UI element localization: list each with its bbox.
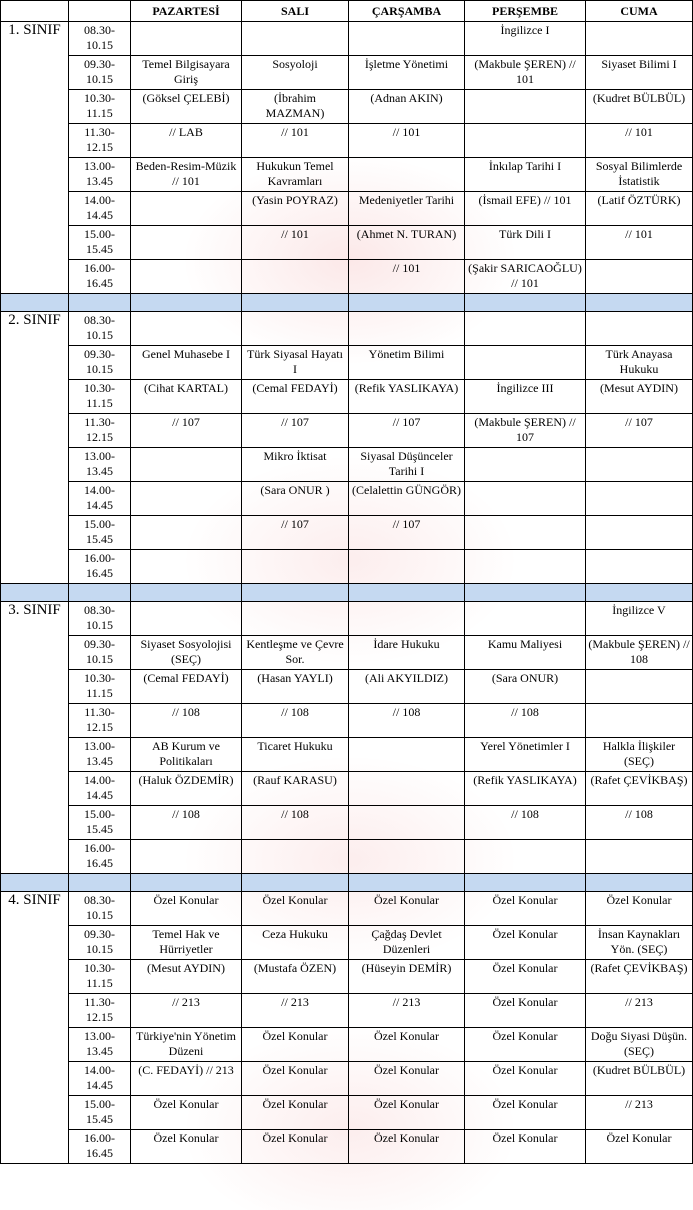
course-detail-cell: // 213 [586,1096,693,1130]
time-slot: 14.00- 14.45 [69,192,131,226]
course-detail-cell [349,738,465,772]
schedule-row [1,670,693,704]
course-detail-cell: // 107 [131,414,242,448]
day-header: PERŞEMBE [465,1,586,22]
course-detail-cell: (İsmail EFE) // 101 [465,192,586,226]
course-detail-cell [349,550,465,584]
course-detail-cell [131,516,242,550]
course-detail-cell [586,482,693,516]
course-detail-cell [465,516,586,550]
course-title-cell: Türk Siyasal Hayatı I [242,346,349,380]
course-detail-cell: (Ali AKYILDIZ) [349,670,465,704]
course-detail-cell: (Rafet ÇEVİKBAŞ) [586,960,693,994]
course-title-cell: Siyaset Bilimi I [586,56,693,90]
time-slot: 08.30- 10.15 [69,602,131,636]
separator-cell [242,294,349,312]
course-detail-cell [131,482,242,516]
course-detail-cell: (Haluk ÖZDEMİR) [131,772,242,806]
time-slot: 15.00- 15.45 [69,226,131,260]
course-detail-cell: (Mesut AYDIN) [131,960,242,994]
year-separator-row [1,294,693,312]
time-slot: 11.30- 12.15 [69,414,131,448]
course-detail-cell [586,840,693,874]
course-detail-cell: Özel Konular [465,1028,586,1062]
schedule-row [1,1062,693,1096]
course-detail-cell: (Mesut AYDIN) [586,380,693,414]
header-row [1,1,693,22]
course-detail-cell: (Makbule ŞEREN) // 108 [586,636,693,670]
course-detail-cell: (Refik YASLIKAYA) [349,380,465,414]
course-detail-cell [586,312,693,346]
time-slot: 15.00- 15.45 [69,516,131,550]
course-detail-cell: // 108 [465,704,586,738]
separator-cell [69,874,131,892]
course-detail-cell: Özel Konular [465,926,586,960]
course-detail-cell [242,260,349,294]
course-detail-cell: // 107 [242,414,349,448]
separator-cell [131,874,242,892]
course-detail-cell: (Cemal FEDAYİ) [242,380,349,414]
schedule-row [1,840,693,874]
course-detail-cell: Özel Konular [349,892,465,926]
course-detail-cell: (Sara ONUR ) [242,482,349,516]
course-detail-cell: Özel Konular [349,1062,465,1096]
course-title-cell: Temel Hak ve Hürriyetler [131,926,242,960]
course-detail-cell: (Rauf KARASU) [242,772,349,806]
course-detail-cell [131,448,242,482]
course-title-cell: İşletme Yönetimi [349,56,465,90]
course-detail-cell [465,550,586,584]
course-detail-cell: (Cemal FEDAYİ) [131,670,242,704]
course-detail-cell: (Sara ONUR) [465,670,586,704]
course-detail-cell: // LAB [131,124,242,158]
course-detail-cell: // 107 [242,516,349,550]
course-detail-cell: (Latif ÖZTÜRK) [586,192,693,226]
course-detail-cell: // 213 [242,994,349,1028]
course-detail-cell: (Hasan YAYLI) [242,670,349,704]
course-detail-cell: (Adnan AKIN) [349,90,465,124]
separator-cell [586,294,693,312]
course-detail-cell [131,226,242,260]
course-title-cell: Doğu Siyasi Düşün. (SEÇ) [586,1028,693,1062]
course-detail-cell: Özel Konular [465,1130,586,1164]
schedule-row [1,1096,693,1130]
course-title-cell: Yerel Yönetimler I [465,738,586,772]
schedule-row [1,892,693,926]
schedule-row [1,192,693,226]
course-title-cell: Temel Bilgisayara Giriş [131,56,242,90]
course-title-cell: Türkiye'nin Yönetim Düzeni [131,1028,242,1062]
course-detail-cell: // 108 [131,704,242,738]
course-detail-cell: Özel Konular [349,1028,465,1062]
schedule-row [1,602,693,636]
time-slot: 14.00- 14.45 [69,772,131,806]
course-detail-cell [131,602,242,636]
course-title-cell: Hukukun Temel Kavramları [242,158,349,192]
schedule-row [1,482,693,516]
course-detail-cell: Özel Konular [349,1130,465,1164]
course-detail-cell [586,260,693,294]
separator-cell [131,294,242,312]
schedule-row [1,158,693,192]
course-detail-cell [465,448,586,482]
separator-cell [349,294,465,312]
course-title-cell: İnsan Kaynakları Yön. (SEÇ) [586,926,693,960]
course-detail-cell: // 101 [242,124,349,158]
schedule-row [1,124,693,158]
course-detail-cell: (Ahmet N. TURAN) [349,226,465,260]
schedule-row [1,926,693,960]
course-detail-cell: // 101 [349,124,465,158]
time-slot: 10.30- 11.15 [69,670,131,704]
course-detail-cell [465,124,586,158]
course-title-cell: Siyaset Sosyolojisi (SEÇ) [131,636,242,670]
course-title-cell: Beden-Resim-Müzik // 101 [131,158,242,192]
time-slot: 08.30- 10.15 [69,892,131,926]
time-slot: 16.00- 16.45 [69,260,131,294]
course-title-cell: Medeniyetler Tarihi [349,192,465,226]
course-detail-cell [349,840,465,874]
course-detail-cell [586,448,693,482]
schedule-row [1,1130,693,1164]
time-slot: 16.00- 16.45 [69,550,131,584]
schedule-row [1,226,693,260]
time-slot: 10.30- 11.15 [69,90,131,124]
course-detail-cell [465,312,586,346]
course-detail-cell [131,192,242,226]
course-detail-cell [131,840,242,874]
schedule-row [1,516,693,550]
course-title-cell: Kentleşme ve Çevre Sor. [242,636,349,670]
time-slot: 13.00- 13.45 [69,158,131,192]
course-detail-cell [242,602,349,636]
course-title-cell: Siyasal Düşünceler Tarihi I [349,448,465,482]
course-detail-cell: Özel Konular [465,960,586,994]
course-detail-cell [242,840,349,874]
course-detail-cell: // 101 [586,226,693,260]
time-slot: 13.00- 13.45 [69,738,131,772]
day-header: SALI [242,1,349,22]
course-detail-cell: Özel Konular [242,892,349,926]
time-slot: 09.30- 10.15 [69,346,131,380]
separator-cell [349,584,465,602]
course-detail-cell: // 101 [586,124,693,158]
course-detail-cell: // 108 [586,806,693,840]
course-detail-cell: (Kudret BÜLBÜL) [586,90,693,124]
course-title-cell: Ticaret Hukuku [242,738,349,772]
course-title-cell: Türk Anayasa Hukuku [586,346,693,380]
course-detail-cell: Özel Konular [131,892,242,926]
schedule-row [1,22,693,56]
separator-cell [242,584,349,602]
time-slot: 15.00- 15.45 [69,806,131,840]
time-slot: 16.00- 16.45 [69,1130,131,1164]
course-detail-cell: (Celalettin GÜNGÖR) [349,482,465,516]
separator-cell [242,874,349,892]
time-slot: 08.30- 10.15 [69,312,131,346]
header-corner [1,1,69,22]
course-detail-cell: (Makbule ŞEREN) // 101 [465,56,586,90]
course-detail-cell: // 213 [349,994,465,1028]
course-detail-cell [465,346,586,380]
course-title-cell: Yönetim Bilimi [349,346,465,380]
course-detail-cell: Özel Konular [242,1130,349,1164]
course-detail-cell [349,772,465,806]
separator-cell [465,294,586,312]
course-title-cell: Kamu Maliyesi [465,636,586,670]
course-detail-cell: Özel Konular [586,1130,693,1164]
schedule-row [1,960,693,994]
time-slot: 16.00- 16.45 [69,840,131,874]
course-detail-cell: // 107 [586,414,693,448]
course-detail-cell: // 108 [242,806,349,840]
course-title-cell: İdare Hukuku [349,636,465,670]
time-slot: 10.30- 11.15 [69,960,131,994]
course-detail-cell: // 108 [131,806,242,840]
course-detail-cell: (Refik YASLIKAYA) [465,772,586,806]
year-label: 4. SINIF [1,892,69,1164]
time-slot: 11.30- 12.15 [69,704,131,738]
schedule-row [1,380,693,414]
schedule-row [1,994,693,1028]
course-detail-cell [349,158,465,192]
course-detail-cell: Özel Konular [465,892,586,926]
year-label: 2. SINIF [1,312,69,584]
separator-cell [131,584,242,602]
time-slot: 15.00- 15.45 [69,1096,131,1130]
course-title-cell: Genel Muhasebe I [131,346,242,380]
course-detail-cell [131,312,242,346]
course-title-cell: Mikro İktisat [242,448,349,482]
separator-cell [1,584,69,602]
course-detail-cell [242,22,349,56]
separator-cell [586,874,693,892]
time-slot: 10.30- 11.15 [69,380,131,414]
time-slot: 09.30- 10.15 [69,926,131,960]
course-detail-cell [242,312,349,346]
year-separator-row [1,874,693,892]
course-detail-cell: // 107 [349,516,465,550]
day-header: CUMA [586,1,693,22]
course-detail-cell [349,22,465,56]
schedule-row [1,260,693,294]
course-title-cell: Türk Dili I [465,226,586,260]
schedule-row [1,414,693,448]
time-slot: 09.30- 10.15 [69,636,131,670]
course-detail-cell: // 101 [349,260,465,294]
course-detail-cell: Özel Konular [242,1062,349,1096]
course-detail-cell [349,806,465,840]
course-detail-cell: Özel Konular [465,994,586,1028]
course-detail-cell [586,516,693,550]
separator-cell [586,584,693,602]
course-detail-cell: (İbrahim MAZMAN) [242,90,349,124]
course-detail-cell: // 101 [242,226,349,260]
time-slot: 14.00- 14.45 [69,482,131,516]
separator-cell [1,294,69,312]
time-slot: 08.30- 10.15 [69,22,131,56]
year-label: 1. SINIF [1,22,69,294]
schedule-row [1,636,693,670]
course-title-cell: Sosyoloji [242,56,349,90]
schedule-row [1,448,693,482]
course-title-cell: İngilizce III [465,380,586,414]
header-time [69,1,131,22]
course-detail-cell: (Kudret BÜLBÜL) [586,1062,693,1096]
year-label: 3. SINIF [1,602,69,874]
course-detail-cell: Özel Konular [242,1028,349,1062]
schedule-row [1,346,693,380]
course-detail-cell: (Şakir SARICAOĞLU) // 101 [465,260,586,294]
separator-cell [1,874,69,892]
course-title-cell: İngilizce I [465,22,586,56]
course-detail-cell [131,22,242,56]
time-slot: 13.00- 13.45 [69,448,131,482]
schedule-row [1,550,693,584]
course-detail-cell: (Mustafa ÖZEN) [242,960,349,994]
course-detail-cell [586,550,693,584]
course-detail-cell [586,670,693,704]
course-detail-cell [465,602,586,636]
schedule-row [1,738,693,772]
course-detail-cell: // 107 [349,414,465,448]
course-detail-cell [586,22,693,56]
course-title-cell: Sosyal Bilimlerde İstatistik [586,158,693,192]
course-detail-cell: Özel Konular [131,1130,242,1164]
separator-cell [465,584,586,602]
time-slot: 09.30- 10.15 [69,56,131,90]
course-detail-cell: Özel Konular [465,1096,586,1130]
schedule-row [1,772,693,806]
time-slot: 11.30- 12.15 [69,124,131,158]
schedule-row [1,704,693,738]
course-detail-cell [131,260,242,294]
time-slot: 14.00- 14.45 [69,1062,131,1096]
separator-cell [69,294,131,312]
time-slot: 11.30- 12.15 [69,994,131,1028]
course-detail-cell [586,704,693,738]
schedule-row [1,90,693,124]
schedule-row [1,806,693,840]
course-detail-cell: // 108 [349,704,465,738]
course-detail-cell [465,840,586,874]
course-title-cell: İnkılap Tarihi I [465,158,586,192]
time-slot: 13.00- 13.45 [69,1028,131,1062]
course-title-cell: AB Kurum ve Politikaları [131,738,242,772]
course-detail-cell: Özel Konular [465,1062,586,1096]
day-header: PAZARTESİ [131,1,242,22]
course-detail-cell: // 213 [586,994,693,1028]
course-detail-cell: (Hüseyin DEMİR) [349,960,465,994]
year-separator-row [1,584,693,602]
separator-cell [465,874,586,892]
schedule-row [1,1028,693,1062]
schedule-row [1,56,693,90]
course-detail-cell [465,90,586,124]
course-detail-cell: Özel Konular [349,1096,465,1130]
course-detail-cell [242,550,349,584]
course-detail-cell: // 108 [465,806,586,840]
course-detail-cell [465,482,586,516]
course-title-cell: İngilizce V [586,602,693,636]
course-detail-cell: Özel Konular [131,1096,242,1130]
separator-cell [349,874,465,892]
course-detail-cell: (Cihat KARTAL) [131,380,242,414]
course-detail-cell: (C. FEDAYİ) // 213 [131,1062,242,1096]
course-detail-cell [349,312,465,346]
course-detail-cell [131,550,242,584]
course-detail-cell: Özel Konular [586,892,693,926]
separator-cell [69,584,131,602]
course-title-cell: Çağdaş Devlet Düzenleri [349,926,465,960]
course-detail-cell: // 213 [131,994,242,1028]
day-header: ÇARŞAMBA [349,1,465,22]
course-detail-cell: (Makbule ŞEREN) // 107 [465,414,586,448]
course-detail-cell: (Göksel ÇELEBİ) [131,90,242,124]
course-title-cell: Halkla İlişkiler (SEÇ) [586,738,693,772]
schedule-row [1,312,693,346]
course-detail-cell: (Rafet ÇEVİKBAŞ) [586,772,693,806]
course-detail-cell [349,602,465,636]
course-detail-cell: // 108 [242,704,349,738]
course-title-cell: Ceza Hukuku [242,926,349,960]
course-detail-cell: (Yasin POYRAZ) [242,192,349,226]
course-detail-cell: Özel Konular [242,1096,349,1130]
